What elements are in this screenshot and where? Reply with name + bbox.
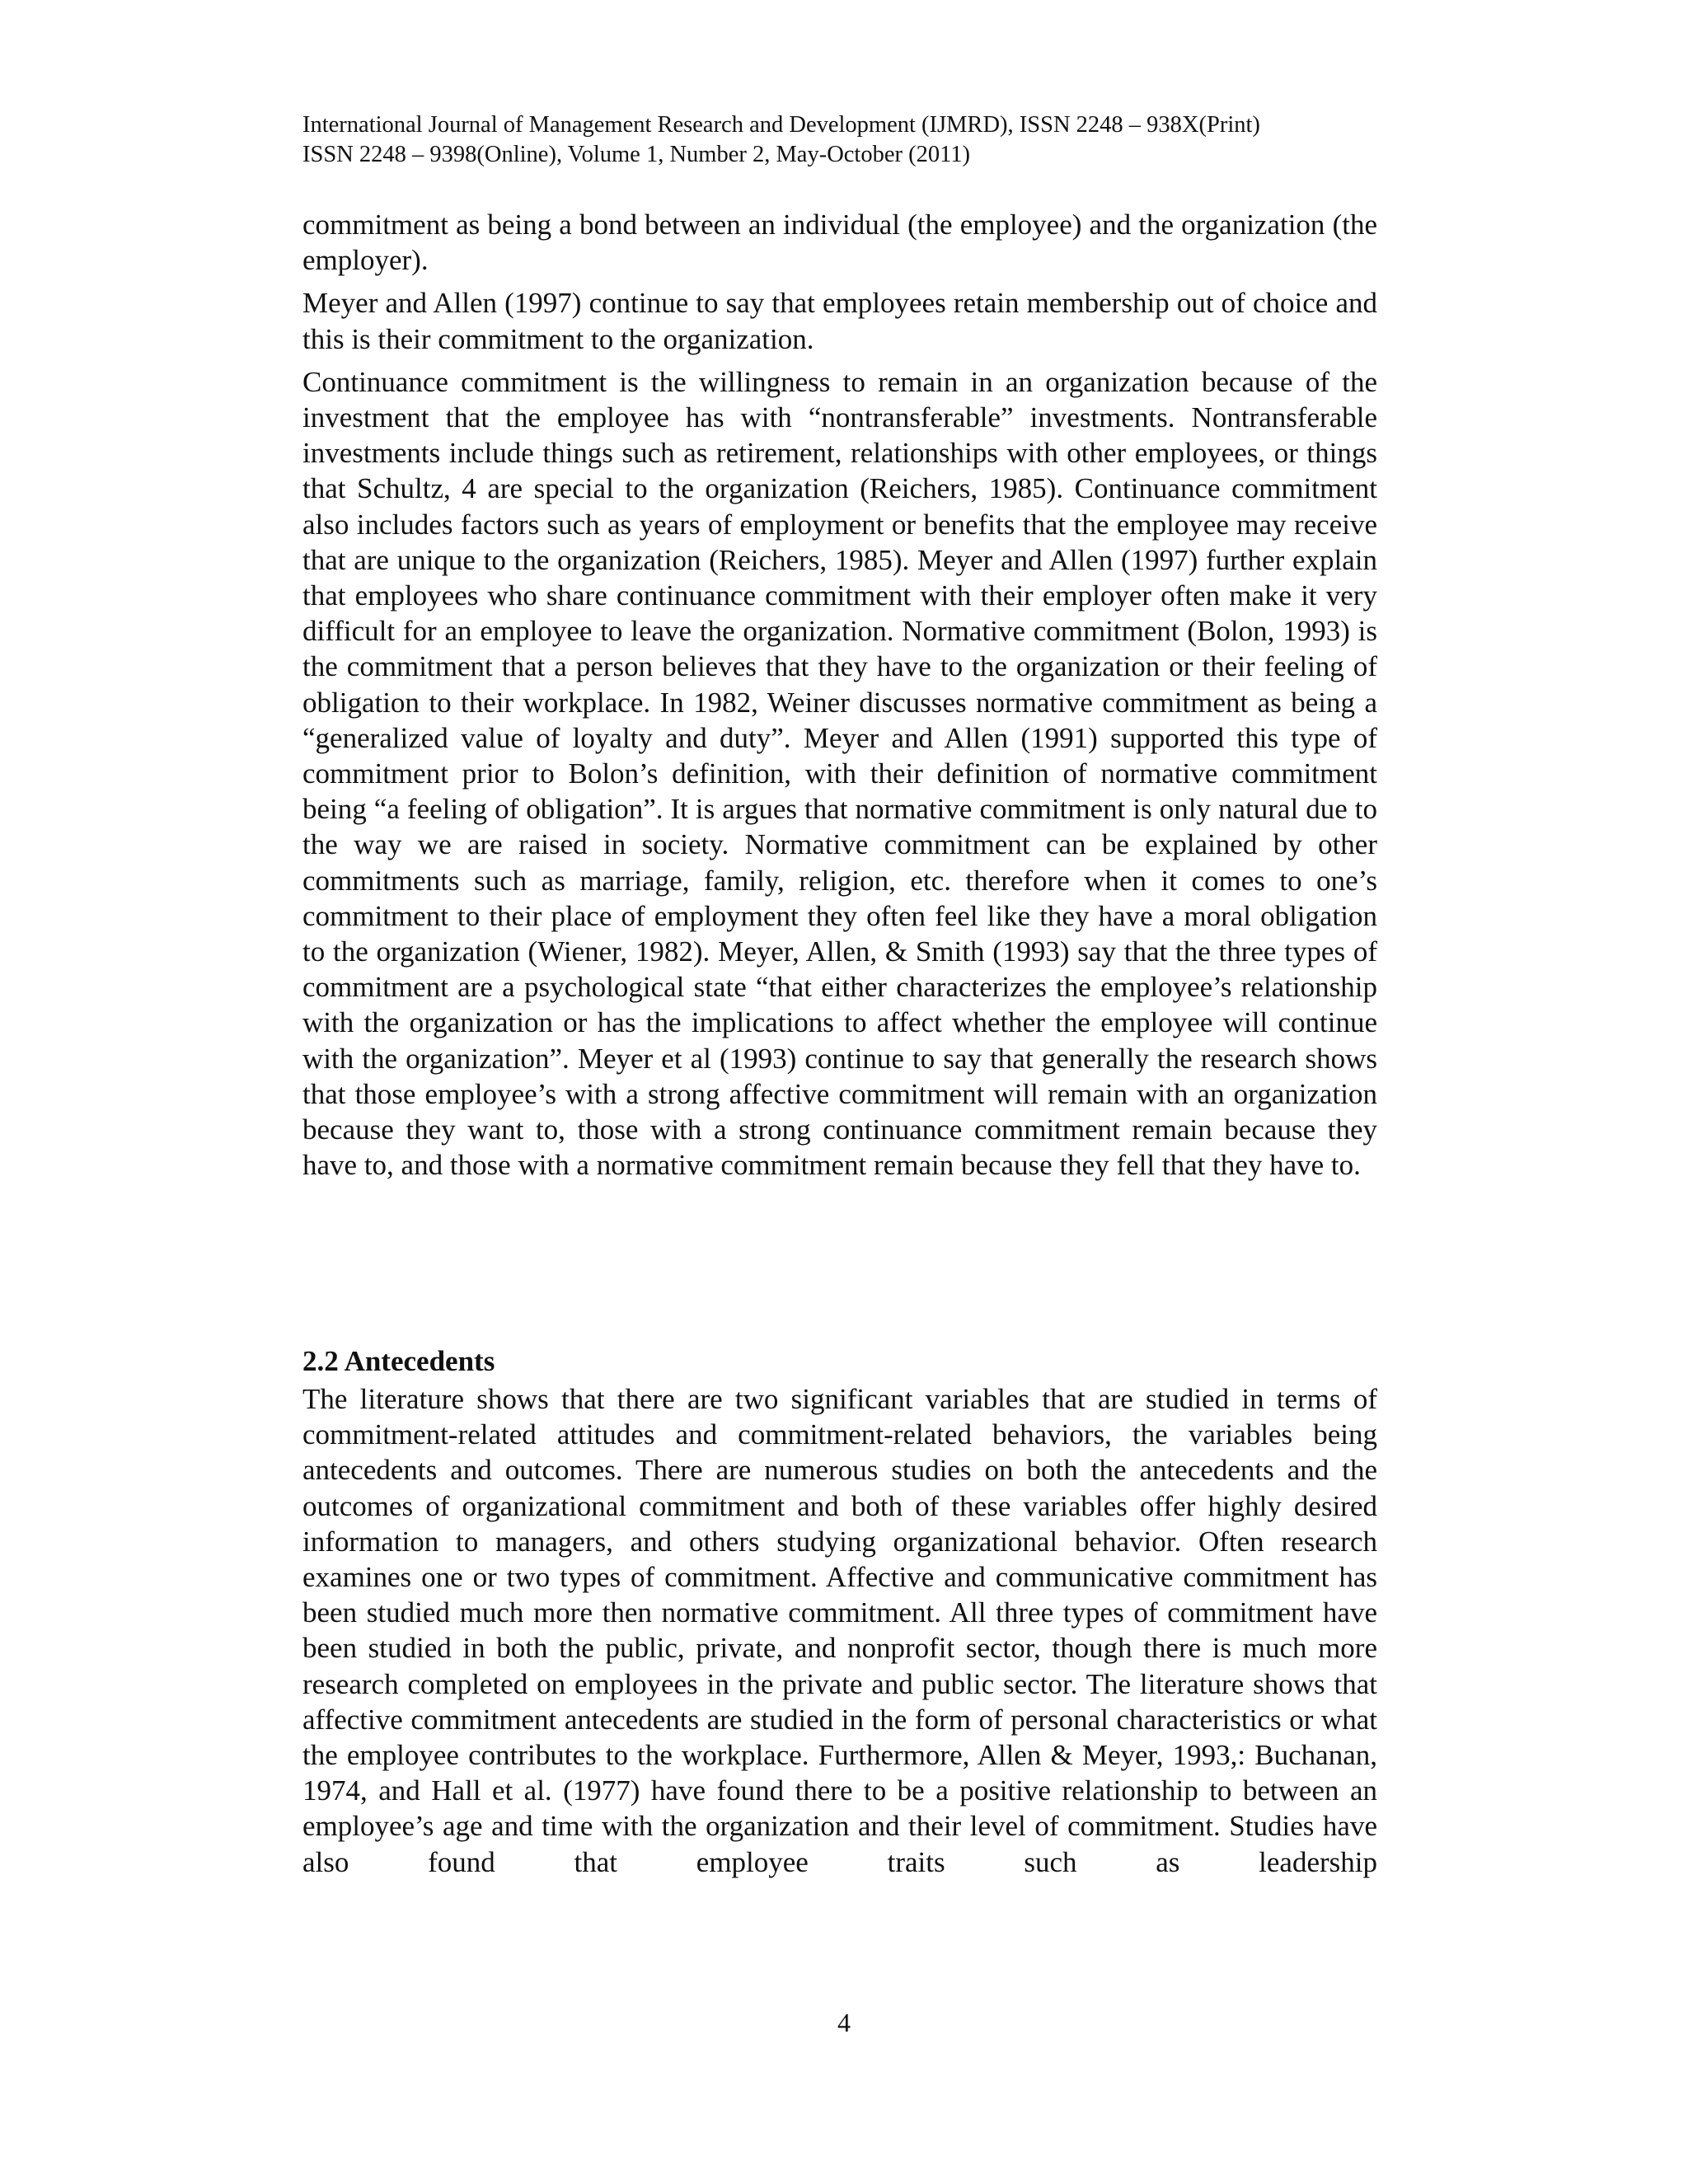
page-number: 4 [837,2008,851,2037]
section-paragraph: The literature shows that there are two significant variables that are studied in terms of commitment-related attitudes and commitment-related behaviors, the variables being antecedents and outcomes. There are numerous studies on both the antecedents and the outcomes of organizational commitment and both of these variables offer highly desired information to managers, and others studying organizational behavior. Often research examines one or two types of commitment. Affective and communicative commitment has been studied much more then normative commitment. All three types of commitment have been studied in both the public, private, and nonprofit sector, though there is much more research completed on employees in the private and public sector. The literature shows that affective commitment antecedents are studied in the form of personal characteristics or what the employee contributes to the workplace. Furthermore, Allen & Meyer, 1993,: Buchanan, 1974, and Hall et al. (1977) have found there to be a positive relationship to between an employee’s age and time with the organization and their level of commitment. Studies have also found that employee traits such as leadership [302,1383,1377,1878]
section-heading: 2.2 Antecedents [302,1345,495,1377]
paragraph: commitment as being a bond between an individual (the employee) and the organization (the employer). [302,209,1377,277]
body-text [302,207,1377,1190]
paragraph: Meyer and Allen (1997) continue to say that employees retain membership out of choice and this is their commitment to the organization. [302,287,1377,355]
paragraph: Continuance commitment is the willingness to remain in an organization because of the investment that the employee has with “nontransferable” investments. Nontransferable investments include things such as retirement, relationships with other employees, or things that Schultz, 4 are special to the organization (Reichers, 1985). Continuance commitment also includes factors such as years of employment or benefits that the employee may receive that are unique to the organization (Reichers, 1985). Meyer and Allen (1997) further explain that employees who share continuance commitment with their employer often make it very difficult for an employee to leave the organization. Normative commitment (Bolon, 1993) is the commitment that a person believes that they have to the organization or their feeling of obligation to their workplace. In 1982, Weiner discusses normative commitment as being a “generalized value of loyalty and duty”. Meyer and Allen (1991) supported this type of commitment prior to Bolon’s definition, with their definition of normative commitment being “a feeling of obligation”. It is argues that normative commitment is only natural due to the way we are raised in society. Normative commitment can be explained by other commitments such as marriage, family, religion, etc. therefore when it comes to one’s commitment to their place of employment they often feel like they have a moral obligation to the organization (Wiener, 1982). Meyer, Allen, & Smith (1993) say that the three types of commitment are a psychological state “that either characterizes the employee’s relationship with the organization or has the implications to affect whether the employee will continue with the organization”. Meyer et al (1993) continue to say that generally the research shows that those employee’s with a strong affective commitment will remain with an organization because they want to, those with a strong continuance commitment remain because they have to, and those with a normative commitment remain because they fell that they have to. [302,365,1377,1182]
journal-header [302,110,1390,170]
journal-header-line-1: International Journal of Management Research and Development (IJMRD), ISSN 2248 – 938X(Print) [302,112,1260,138]
journal-header-line-2: ISSN 2248 – 9398(Online), Volume 1, Number 2, May-October (2011) [302,142,971,167]
